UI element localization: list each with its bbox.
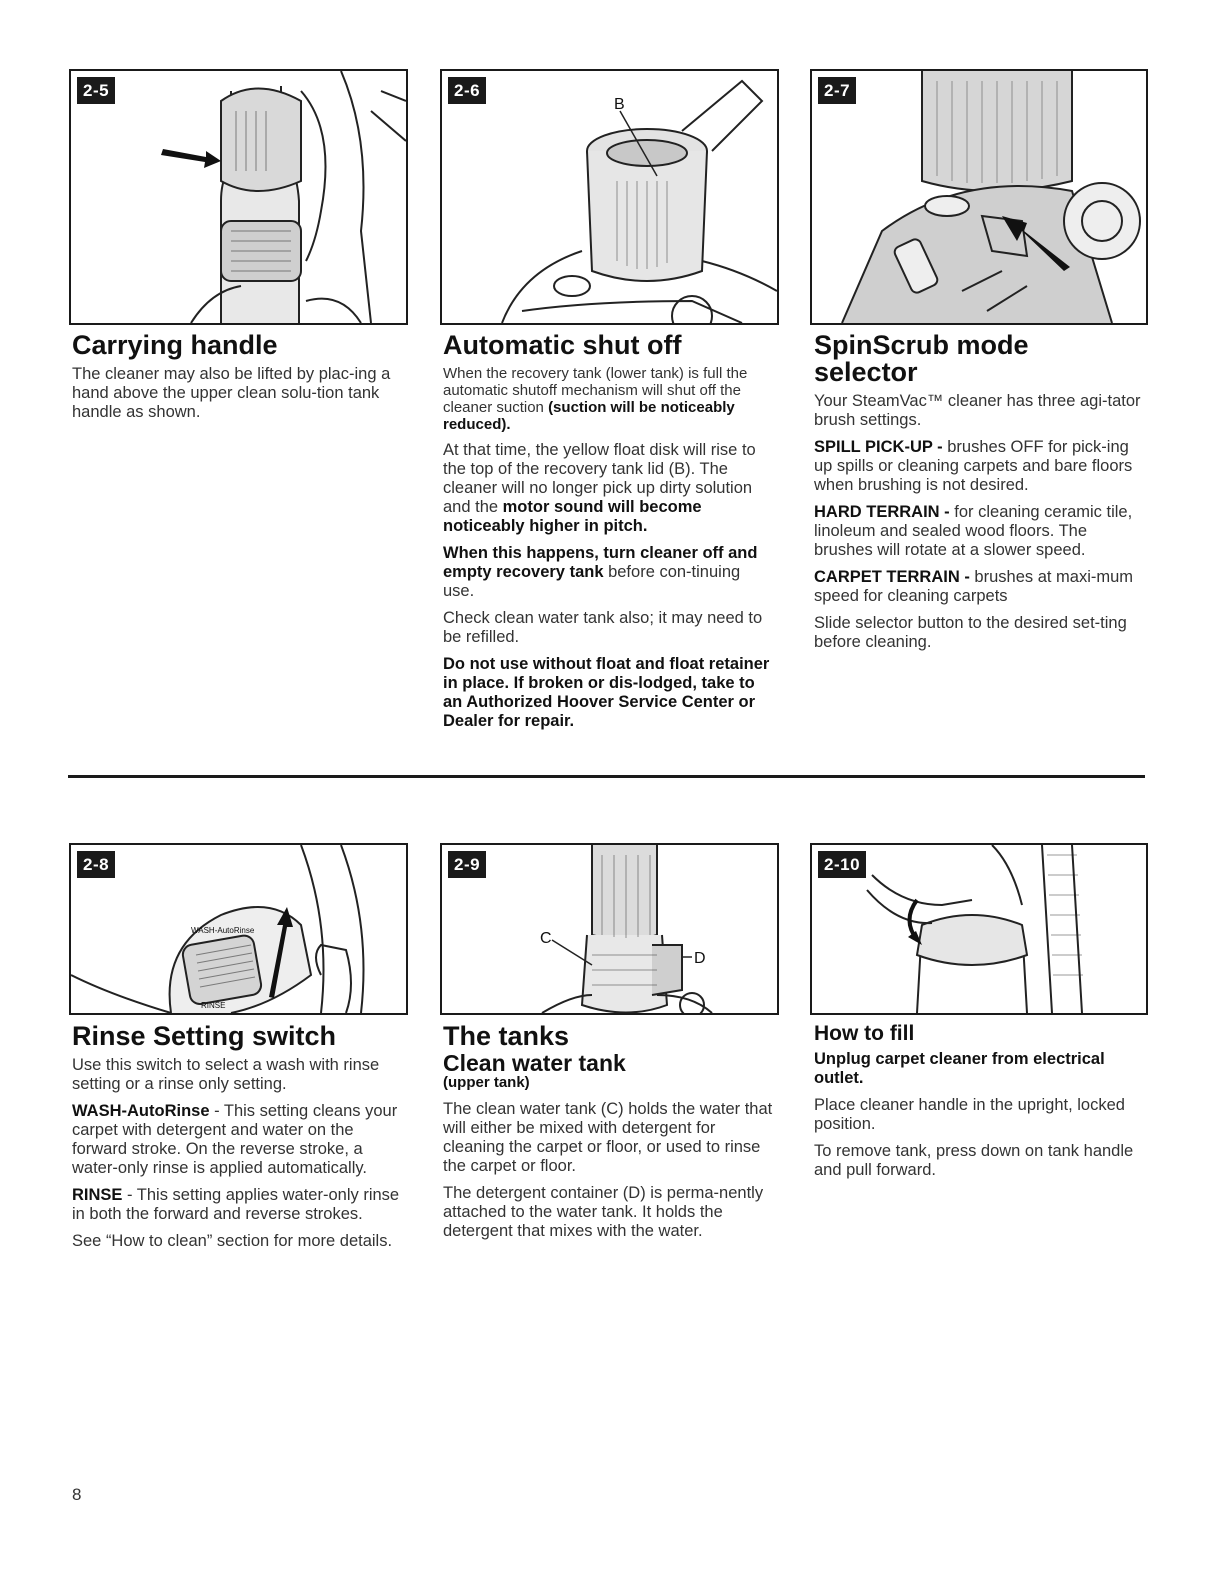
callout-c: C bbox=[540, 930, 552, 947]
paragraph: Check clean water tank also; it may need to be refilled. bbox=[443, 609, 763, 646]
paragraph: Your SteamVac™ cleaner has three agi-tator brush settings. bbox=[814, 392, 1141, 429]
figure-rinse-switch bbox=[69, 843, 408, 1015]
section-title: SpinScrub mode selector bbox=[814, 330, 1029, 387]
section-title: Carrying handle bbox=[72, 330, 278, 360]
paragraph: SPILL PICK-UP - brushes OFF for pick-ing up spills or cleaning carpets and bare floors when brushing is not desired. bbox=[814, 438, 1133, 494]
section-rinse-setting bbox=[72, 1023, 402, 1259]
paragraph: Place cleaner handle in the upright, locked position. bbox=[814, 1096, 1125, 1133]
paragraph: WASH-AutoRinse - This setting cleans your carpet with detergent and water on the forward stroke. On the reverse stroke, a water-only rinse is applied automatically. bbox=[72, 1102, 398, 1177]
figure-label: 2-7 bbox=[818, 77, 856, 104]
section-how-to-fill bbox=[814, 1023, 1139, 1188]
paragraph: Use this switch to select a wash with rinse setting or a rinse only setting. bbox=[72, 1056, 380, 1093]
paragraph: To remove tank, press down on tank handle and pull forward. bbox=[814, 1142, 1134, 1179]
section-spinscrub-selector bbox=[814, 332, 1144, 660]
section-title: The tanks bbox=[443, 1021, 570, 1051]
paragraph: Slide selector button to the desired set-ting before cleaning. bbox=[814, 614, 1127, 651]
figure-spinscrub-selector bbox=[810, 69, 1148, 325]
paragraph: At that time, the yellow float disk will rise to the top of the recovery tank lid (B). The cleaner will no longer pick up dirty solution and the motor sound will become noticeably higher in pitch. bbox=[443, 441, 756, 535]
figure-carrying-handle bbox=[69, 69, 408, 325]
callout-b: B bbox=[614, 96, 625, 113]
figure-tanks bbox=[440, 843, 779, 1015]
figure-label: 2-9 bbox=[448, 851, 486, 878]
figure-label: 2-6 bbox=[448, 77, 486, 104]
callout-d: D bbox=[694, 950, 706, 967]
figure-automatic-shutoff bbox=[440, 69, 779, 325]
paragraph: The cleaner may also be lifted by plac-ing a hand above the upper clean solu-tion tank handle as shown. bbox=[72, 365, 391, 421]
section-title: Rinse Setting switch bbox=[72, 1021, 337, 1051]
carrying-handle-illustration bbox=[71, 71, 406, 323]
paragraph: RINSE - This setting applies water-only rinse in both the forward and reverse strokes. bbox=[72, 1186, 400, 1223]
paragraph: See “How to clean” section for more details. bbox=[72, 1232, 393, 1250]
figure-how-to-fill bbox=[810, 843, 1148, 1015]
paragraph: When this happens, turn cleaner off and empty recovery tank before con-tinuing use. bbox=[443, 544, 758, 600]
section-subsubtitle: (upper tank) bbox=[443, 1074, 530, 1091]
section-carrying-handle bbox=[72, 332, 412, 430]
paragraph: HARD TERRAIN - for cleaning ceramic tile, linoleum and sealed wood floors. The brushes will rotate at a slower speed. bbox=[814, 503, 1133, 559]
section-title: How to fill bbox=[814, 1022, 915, 1045]
recovery-tank-illustration bbox=[442, 71, 777, 323]
page-number: 8 bbox=[72, 1485, 82, 1504]
section-the-tanks bbox=[443, 1023, 773, 1249]
figure-label: 2-10 bbox=[818, 851, 866, 878]
section-divider bbox=[68, 775, 1145, 778]
tanks-illustration bbox=[442, 845, 777, 1013]
paragraph: CARPET TERRAIN - brushes at maxi-mum speed for cleaning carpets bbox=[814, 568, 1134, 605]
section-automatic-shutoff bbox=[443, 332, 773, 739]
paragraph: Unplug carpet cleaner from electrical outlet. bbox=[814, 1050, 1105, 1087]
rinse-switch-illustration bbox=[71, 845, 406, 1013]
section-title: Automatic shut off bbox=[443, 330, 682, 360]
paragraph: The clean water tank (C) holds the water that will either be mixed with detergent for cleaning the carpet or floor, or used to rinse the carpet or floor. bbox=[443, 1099, 773, 1175]
section-subtitle: Clean water tank bbox=[443, 1050, 626, 1076]
paragraph: When the recovery tank (lower tank) is full the automatic shutoff mechanism will shut off the cleaner suction (suction will be noticeably reduced). bbox=[443, 365, 748, 433]
figure-label: 2-5 bbox=[77, 77, 115, 104]
paragraph: The detergent container (D) is perma-nently attached to the water tank. It holds the detergent that mixes with the water. bbox=[443, 1183, 764, 1240]
figure-label: 2-8 bbox=[77, 851, 115, 878]
spinscrub-illustration bbox=[812, 71, 1146, 323]
paragraph: Do not use without float and float retainer in place. If broken or dis-lodged, take to an Authorized Hoover Service Center or Dealer for repair. bbox=[443, 655, 770, 730]
switch-label-rinse: RINSE bbox=[201, 1001, 226, 1010]
switch-label-wash: WASH-AutoRinse bbox=[191, 926, 255, 935]
